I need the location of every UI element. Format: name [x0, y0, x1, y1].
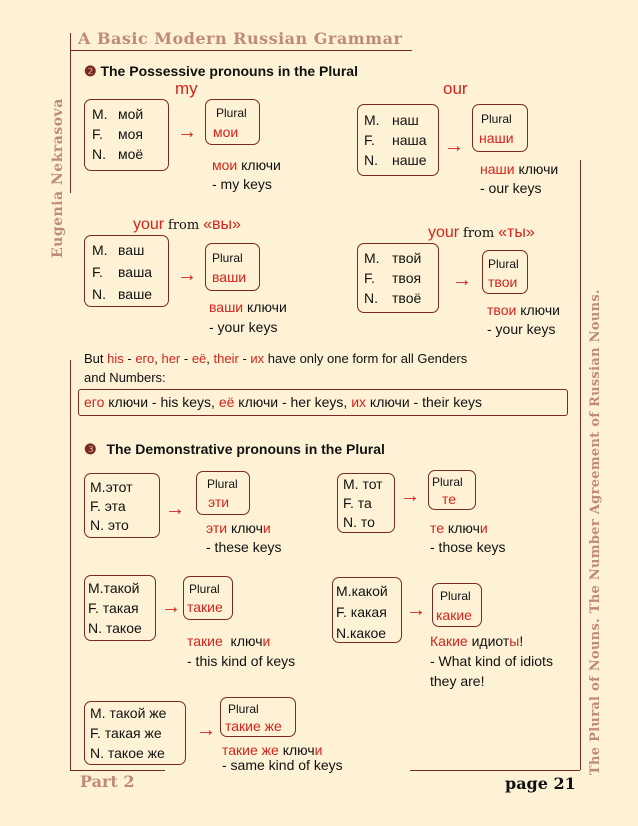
my-n: N. [92, 146, 106, 162]
takoy-zhe-f-word: такая же [104, 725, 162, 741]
section2-bullet: ❷ [84, 63, 97, 79]
your-ty-example-rest: ключи [516, 302, 560, 318]
takoy-f [88, 600, 139, 617]
tot-m-word: тот [362, 476, 383, 492]
kakoy-example-mid: идиот [467, 633, 510, 649]
your-vy-example [209, 299, 287, 316]
your-ty-plural: твои [488, 274, 518, 290]
your-ty-header [428, 224, 535, 242]
your-ty-n: N. [364, 290, 378, 306]
tot-f [343, 495, 372, 512]
takoy-zhe-m-label: M. [90, 705, 106, 721]
arrow-icon: → [400, 485, 420, 507]
etot-f [90, 498, 126, 515]
my-plural: мои [213, 124, 239, 140]
my-n-word: моё [118, 146, 144, 162]
takoy-zhe-example-end: и [314, 742, 323, 758]
etot-f-label: F. [90, 498, 101, 514]
kakoy-m-word: какой [351, 583, 388, 599]
takoy-plural-label: Plural [189, 582, 220, 596]
takoy-f-word: такая [102, 600, 139, 616]
your-ty-n-word: твоё [392, 290, 422, 306]
your-ty-from: from [463, 226, 495, 241]
note-d3: - [238, 351, 251, 366]
takoy-zhe-n-label: N. [90, 745, 104, 761]
side-title: The Plural of Nouns. The Number Agreement of Russian Nouns. [588, 289, 603, 775]
summary-text [84, 394, 482, 411]
my-plural-label: Plural [216, 106, 247, 120]
tot-m [343, 476, 383, 493]
takoy-example-mid: ключ [222, 633, 263, 649]
our-n-word: наше [392, 152, 427, 168]
takoy-zhe-f-label: F. [90, 725, 101, 741]
note-ikh: их [250, 351, 265, 366]
takoy-n-label: N. [88, 620, 102, 636]
note-ego: его [135, 351, 155, 366]
kakoy-translation: - What kind of idiots [430, 653, 553, 669]
your-vy-translation: - your keys [209, 319, 278, 335]
note-c1: , [154, 351, 162, 366]
takoy-example [187, 633, 270, 650]
takoy-zhe-m-word: такой же [109, 705, 167, 721]
takoy-plural: такие [187, 599, 223, 615]
our-m-word: наш [392, 112, 419, 128]
your-vy-from: from [168, 218, 200, 233]
section3-bullet: ❸ [84, 441, 97, 457]
our-translation: - our keys [480, 180, 542, 196]
our-plural-label: Plural [481, 112, 512, 126]
summary-c-rest: ключи - their keys [366, 394, 483, 410]
etot-example-red: эти [206, 520, 228, 536]
note-d1: - [123, 351, 136, 366]
takoy-zhe-translation: - same kind of keys [222, 757, 343, 773]
etot-plural: эти [208, 494, 230, 510]
kakoy-plural-label: Plural [440, 589, 471, 603]
your-vy-example-rest: ключи [243, 299, 287, 315]
your-vy-header [133, 216, 241, 234]
tot-n-word: то [360, 514, 375, 530]
kakoy-f [336, 604, 387, 621]
note-eyo: её [191, 351, 207, 366]
kakoy-example-end: ы [509, 633, 520, 649]
etot-example-end: и [262, 520, 271, 536]
takoy-m-word: такой [103, 580, 140, 596]
frame-bottom-line [70, 770, 165, 771]
note-their: their [213, 351, 239, 366]
takoy-m-label: M. [88, 580, 104, 596]
kakoy-example-tail: ! [519, 633, 524, 649]
section2-title: The Possessive pronouns in the Plural [100, 63, 358, 79]
etot-m [90, 479, 133, 496]
your-ty-m: M. [364, 250, 380, 266]
arrow-icon: → [161, 596, 181, 618]
note-but: But [84, 351, 108, 366]
your-ty-example [487, 302, 560, 319]
tot-example [430, 520, 488, 537]
my-f: F. [92, 126, 103, 142]
takoy-example-red: такие [187, 633, 223, 649]
takoy-zhe-example-red: такие же [222, 742, 279, 758]
takoy-zhe-plural: такие же [225, 718, 282, 734]
etot-plural-label: Plural [207, 477, 238, 491]
etot-n-word: это [107, 517, 129, 533]
our-f: F. [364, 132, 375, 148]
your-vy-n-word: ваше [118, 286, 153, 302]
our-plural: наши [479, 130, 514, 146]
kakoy-example [430, 633, 523, 650]
summary-a-red: его [84, 394, 105, 410]
section3-heading [84, 441, 385, 458]
kakoy-m [336, 583, 388, 600]
note-d2: - [180, 351, 192, 366]
your-ty-quote: «ты» [498, 224, 535, 241]
arrow-icon: → [165, 498, 185, 520]
my-example-red: мои [212, 157, 238, 173]
takoy-zhe-n [90, 745, 165, 762]
footer-part: Part 2 [80, 772, 135, 791]
kakoy-plural: какие [436, 607, 472, 623]
summary-b-rest: ключи - her keys, [234, 394, 352, 410]
our-label: our [443, 79, 468, 98]
etot-n-label: N. [90, 517, 104, 533]
your-ty-translation: - your keys [487, 321, 556, 337]
frame-left-line-lower [70, 360, 71, 770]
summary-b-red: её [218, 394, 235, 410]
note-line2: and Numbers: [84, 370, 166, 385]
kakoy-n [336, 625, 386, 642]
pronoun-note [84, 350, 467, 367]
etot-example-mid: ключ [227, 520, 263, 536]
my-label: my [175, 79, 198, 98]
footer-page: page 21 [505, 774, 576, 793]
your-ty-f-word: твоя [392, 270, 422, 286]
arrow-icon: → [177, 264, 197, 286]
takoy-n-word: такое [105, 620, 142, 636]
frame-right-line [580, 160, 581, 770]
our-example-rest: ключи [514, 161, 559, 177]
takoy-m [88, 580, 140, 597]
note-his: his [107, 351, 124, 366]
tot-plural-label: Plural [432, 475, 463, 489]
your-vy-m-word: ваш [118, 242, 145, 258]
section3-title: The Demonstrative pronouns in the Plural [106, 441, 385, 457]
kakoy-f-label: F. [336, 604, 347, 620]
your-ty-label: your [428, 224, 460, 241]
your-vy-plural: ваши [212, 269, 247, 285]
etot-translation: - these keys [206, 539, 282, 555]
author-name: Eugenia Nekrasova [50, 98, 66, 258]
our-example-red: наши [480, 161, 515, 177]
summary-c-red: их [351, 394, 367, 410]
summary-a-rest: ключи - his keys, [104, 394, 219, 410]
note-rest: have only one form for all Genders [264, 351, 468, 366]
your-vy-f-word: ваша [118, 264, 153, 280]
etot-m-word: этот [105, 479, 133, 495]
etot-m-label: M. [90, 479, 106, 495]
your-vy-label: your [133, 216, 165, 233]
your-ty-f: F. [364, 270, 375, 286]
your-vy-quote: «вы» [203, 216, 241, 233]
my-example [212, 157, 281, 174]
takoy-zhe-plural-label: Plural [228, 702, 259, 716]
my-f-word: моя [118, 126, 143, 142]
kakoy-example-red: Какие [430, 633, 468, 649]
our-m: M. [364, 112, 380, 128]
tot-example-mid: ключ [444, 520, 480, 536]
tot-example-red: те [430, 520, 445, 536]
your-ty-example-red: твои [487, 302, 517, 318]
tot-n-label: N. [343, 514, 357, 530]
tot-plural: те [442, 491, 457, 507]
your-vy-f: F. [92, 264, 103, 280]
my-translation: - my keys [212, 176, 272, 192]
frame-bottom-right-line [410, 770, 580, 771]
arrow-icon: → [177, 121, 197, 143]
takoy-zhe-example-mid: ключ [278, 742, 315, 758]
arrow-icon: → [452, 269, 472, 291]
our-example [480, 161, 558, 178]
our-f-word: наша [392, 132, 427, 148]
arrow-icon: → [444, 135, 464, 157]
arrow-icon: → [196, 719, 216, 741]
kakoy-m-label: M. [336, 583, 352, 599]
takoy-zhe-f [90, 725, 162, 742]
tot-translation: - those keys [430, 539, 506, 555]
takoy-translation: - this kind of keys [187, 653, 296, 669]
kakoy-translation-line2: they are! [430, 673, 485, 689]
kakoy-n-label: N. [336, 625, 350, 641]
my-m-word: мой [118, 106, 144, 122]
kakoy-n-word: какое [350, 625, 387, 641]
tot-m-label: M. [343, 476, 359, 492]
your-vy-example-red: ваши [209, 299, 244, 315]
etot-example [206, 520, 271, 537]
etot-f-word: эта [104, 498, 126, 514]
your-vy-n: N. [92, 286, 106, 302]
your-vy-m: M. [92, 242, 108, 258]
frame-left-line [70, 33, 71, 193]
takoy-zhe-m [90, 705, 166, 722]
book-title: A Basic Modern Russian Grammar [78, 29, 403, 48]
tot-example-end: и [479, 520, 488, 536]
note-her: her [161, 351, 181, 366]
tot-f-word: та [357, 495, 372, 511]
my-m: M. [92, 106, 108, 122]
frame-top-line [70, 50, 412, 51]
your-ty-m-word: твой [392, 250, 422, 266]
your-ty-plural-label: Plural [488, 257, 519, 271]
kakoy-f-word: какая [350, 604, 387, 620]
my-example-rest: ключи [237, 157, 281, 173]
arrow-icon: → [406, 599, 426, 621]
note-c2: , [206, 351, 214, 366]
takoy-f-label: F. [88, 600, 99, 616]
section2-heading [84, 63, 358, 80]
tot-f-label: F. [343, 495, 354, 511]
your-vy-plural-label: Plural [212, 251, 243, 265]
our-n: N. [364, 152, 378, 168]
takoy-example-end: и [262, 633, 271, 649]
takoy-zhe-n-word: такое же [107, 745, 165, 761]
tot-n [343, 514, 375, 531]
etot-n [90, 517, 129, 534]
takoy-n [88, 620, 142, 637]
